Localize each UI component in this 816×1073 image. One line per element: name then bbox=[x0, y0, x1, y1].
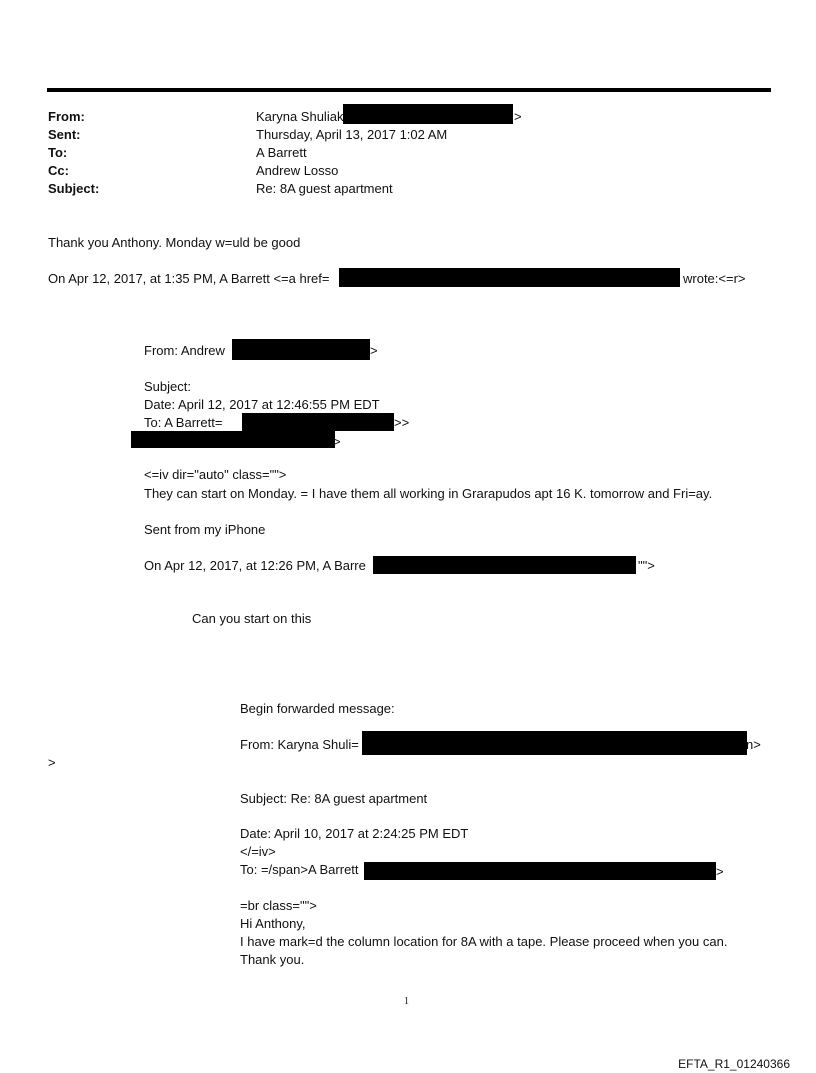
from-label: From: bbox=[48, 109, 85, 124]
stray-gt: > bbox=[48, 755, 56, 770]
redaction-box bbox=[242, 413, 394, 431]
document-id: EFTA_R1_01240366 bbox=[678, 1057, 790, 1071]
quoted-to-tail2: > bbox=[333, 434, 341, 449]
forwarded-thanks: Thank you. bbox=[240, 952, 305, 967]
quoted-message: Can you start on this bbox=[192, 611, 312, 626]
reply-attribution: On Apr 12, 2017, at 1:35 PM, A Barrett <=a href= bbox=[48, 271, 330, 286]
reply-attribution-tail: wrote:<=r> bbox=[683, 271, 746, 286]
forwarded-subject: Subject: Re: 8A guest apartment bbox=[240, 791, 428, 806]
forwarded-to-tail: > bbox=[716, 864, 724, 879]
quoted-to: To: A Barrett= bbox=[144, 415, 223, 430]
subject-value: Re: 8A guest apartment bbox=[256, 181, 393, 196]
forwarded-div-tag: </=iv> bbox=[240, 844, 276, 859]
forwarded-from-tail: n> bbox=[746, 737, 761, 752]
redaction-box bbox=[131, 431, 335, 448]
forwarded-message: I have mark=d the column location for 8A with a tape. Please proceed when you can. bbox=[240, 934, 728, 949]
header-divider-rule bbox=[47, 88, 771, 92]
subject-label: Subject: bbox=[48, 181, 100, 196]
quoted-from: From: Andrew bbox=[144, 343, 225, 358]
from-tail: > bbox=[514, 109, 522, 124]
redaction-box bbox=[373, 556, 636, 574]
quoted-subject: Subject: bbox=[144, 379, 191, 394]
forwarded-to: To: =/span>A Barrett bbox=[240, 862, 359, 877]
to-label: To: bbox=[48, 145, 68, 160]
quoted-to-tail: >> bbox=[394, 415, 410, 430]
redaction-box bbox=[339, 268, 680, 287]
from-value: Karyna Shuliak bbox=[256, 109, 344, 124]
redaction-box bbox=[343, 104, 513, 124]
forwarded-from: From: Karyna Shuli= bbox=[240, 737, 359, 752]
forwarded-date: Date: April 10, 2017 at 2:24:25 PM EDT bbox=[240, 826, 469, 841]
quoted-message: They can start on Monday. = I have them all working in Grarapudos apt 16 K. tomorrow and Fri=ay. bbox=[144, 486, 713, 501]
sent-label: Sent: bbox=[48, 127, 81, 142]
quoted-attribution-tail: ""> bbox=[638, 558, 655, 573]
quoted-signature: Sent from my iPhone bbox=[144, 522, 266, 537]
to-value: A Barrett bbox=[256, 145, 307, 160]
cc-label: Cc: bbox=[48, 163, 69, 178]
page-number: 1 bbox=[404, 996, 409, 1007]
quoted-from-tail: > bbox=[370, 343, 378, 358]
reply-line: Thank you Anthony. Monday w=uld be good bbox=[48, 235, 301, 250]
quoted-attribution: On Apr 12, 2017, at 12:26 PM, A Barre bbox=[144, 558, 366, 573]
sent-value: Thursday, April 13, 2017 1:02 AM bbox=[256, 127, 448, 142]
redaction-box bbox=[364, 862, 716, 880]
quoted-div-tag: <=iv dir="auto" class=""> bbox=[144, 467, 287, 482]
forwarded-greeting: Hi Anthony, bbox=[240, 916, 306, 931]
forwarded-header: Begin forwarded message: bbox=[240, 701, 395, 716]
quoted-date: Date: April 12, 2017 at 12:46:55 PM EDT bbox=[144, 397, 380, 412]
redaction-box bbox=[232, 339, 370, 360]
forwarded-br-tag: =br class=""> bbox=[240, 898, 317, 913]
redaction-box bbox=[362, 731, 747, 755]
cc-value: Andrew Losso bbox=[256, 163, 339, 178]
